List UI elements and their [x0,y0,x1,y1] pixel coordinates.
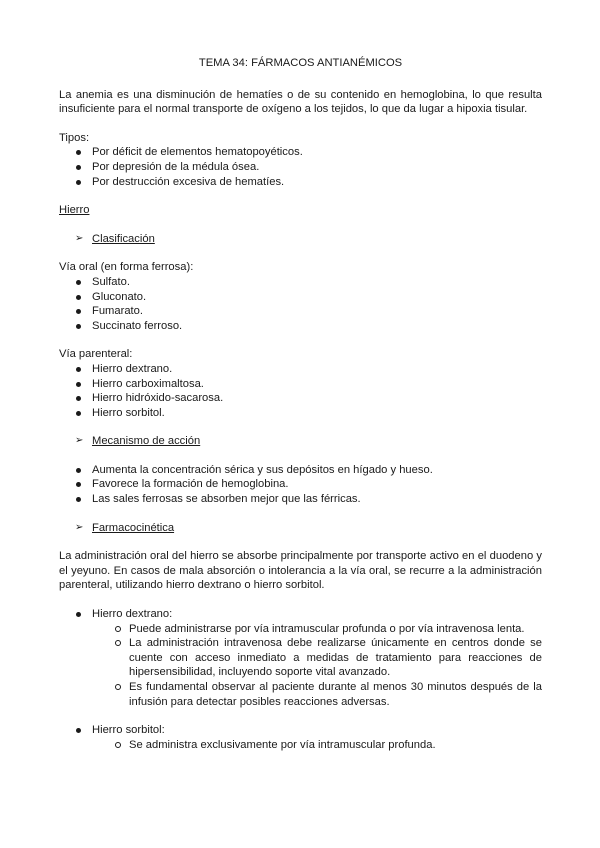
tipos-list [59,145,542,189]
farmacocinetica-paragraph: La administración oral del hierro se absorbe principalmente por transporte activo en el duodeno y el yeyuno. En casos de mala absorción o intolerancia a la vía oral, se recurre a la administración parenteral, utilizando hierro dextrano o hierro sorbitol. [59,550,542,592]
oral-label: Vía oral (en forma ferrosa): [59,261,194,274]
document-title: TEMA 34: FÁRMACOS ANTIANÉMICOS [198,57,403,69]
mecanismo-list [59,463,542,507]
list-item: Hierro hidróxido-sacarosa. [59,391,542,406]
list-item: Hierro dextrano: [59,607,542,622]
list-item: Por déficit de elementos hematopoyéticos. [59,145,542,160]
dextrano-sublist [59,622,542,710]
parenteral-list [59,362,542,420]
sorbitol-sublist [59,738,542,753]
arrow-icon: ➢ [75,435,84,447]
list-item: Hierro carboximaltosa. [59,377,542,392]
list-item: Por depresión de la médula ósea. [59,160,542,175]
document-page [59,56,542,752]
list-item: Hierro dextrano. [59,362,542,377]
arrow-icon: ➢ [75,521,84,533]
dextrano-list [59,607,542,622]
subheading-mecanismo: ➢ Mecanismo de acción [75,435,201,448]
oral-list [59,275,542,333]
list-item: Succinato ferroso. [59,319,542,334]
parenteral-label: Vía parenteral: [59,348,133,361]
list-item: Aumenta la concentración sérica y sus depósitos en hígado y hueso. [59,463,542,478]
list-item: Hierro sorbitol: [59,723,542,738]
intro-paragraph: La anemia es una disminución de hematíes o de su contenido en hemoglobina, lo que resulta insuficiente para el normal transporte de oxígeno a los tejidos, lo que da lugar a hipoxia tisular. [59,88,542,116]
list-item: Fumarato. [59,304,542,319]
list-item: Sulfato. [59,275,542,290]
list-item: Gluconato. [59,290,542,305]
tipos-label: Tipos: [59,131,90,144]
sorbitol-list [59,723,542,738]
arrow-icon: ➢ [75,232,84,244]
list-item: Hierro sorbitol. [59,406,542,421]
sublist-item: Puede administrarse por vía intramuscular profunda o por vía intravenosa lenta. [59,622,542,637]
list-item: Por destrucción excesiva de hematíes. [59,175,542,190]
list-item: Las sales ferrosas se absorben mejor que las férricas. [59,492,542,507]
sublist-item: Es fundamental observar al paciente durante al menos 30 minutos después de la infusión para detectar posibles reacciones adversas. [59,680,542,709]
list-item: Favorece la formación de hemoglobina. [59,477,542,492]
subheading-clasificacion: ➢ Clasificación [75,232,155,245]
subheading-farmacocinetica: ➢ Farmacocinética [75,521,175,534]
section-heading-hierro: Hierro [59,204,90,217]
sublist-item: Se administra exclusivamente por vía intramuscular profunda. [59,738,542,753]
sublist-item: La administración intravenosa debe realizarse únicamente en centros donde se cuente con acceso inmediato a medidas de tratamiento para reacciones de hipersensibilidad, incluyendo soporte vital avanzado. [59,636,542,680]
